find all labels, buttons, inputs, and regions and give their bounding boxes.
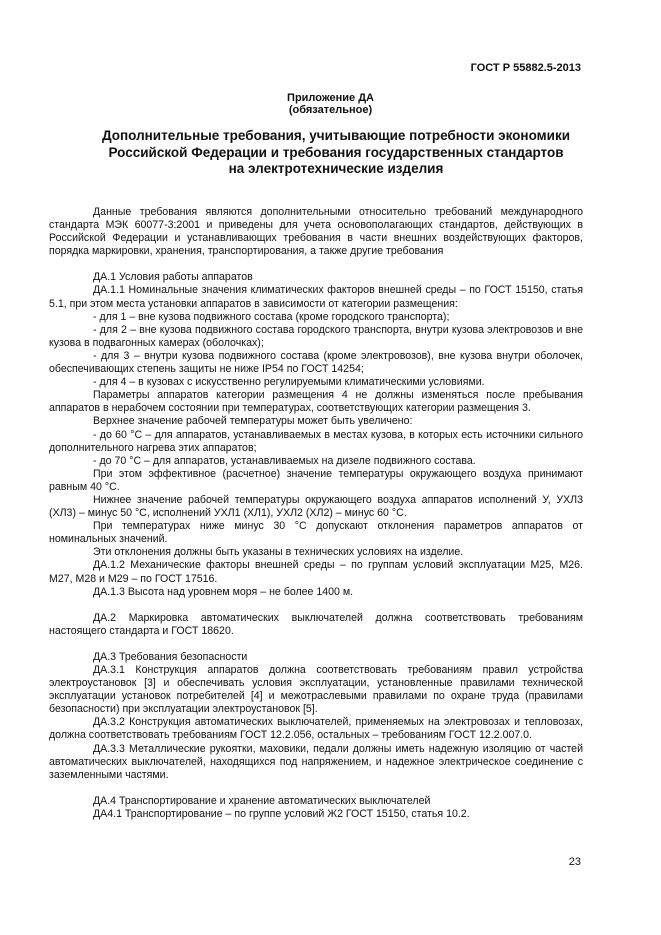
paragraph-da2: ДА.2 Маркировка автоматических выключателей должна соответствовать требованиям настоящего стандарта и ГОСТ 18620. [49,611,583,637]
paragraph: Нижнее значение рабочей температуры окружающего воздуха аппаратов исполнений У, УХЛ3 (ХЛ3) – минус 50 °С, исполнений УХЛ1 (ХЛ1), УХЛ2 (ХЛ2) – минус 60 °С. [49,493,583,520]
intro-paragraph: Данные требования являются дополнительными относительно требований международного стандарта МЭК 60077-3:2001 и приведены для учета основополагающих стандартов, действующих в Российской Федерации и устанавливающих требования в части внешних воздействующих факторов, порядка маркировки, хранения, транспортирования, а также другие требования [49,206,583,258]
paragraph: ДА.1.1 Номинальные значения климатических факторов внешней среды – по ГОСТ 15150, статья 5.1, при этом места установки аппаратов в зависимости от категории размещения: [49,284,583,310]
section-title-line: на электротехнические изделия [228,161,444,176]
list-item: - для 3 – внутри кузова подвижного состава (кроме электровозов), вне кузова внутри оболочек, обеспечивающих степень защиты не ниже IP54 по ГОСТ 14254; [49,349,583,376]
page-number: 23 [568,856,581,868]
paragraph: ДА.1.3 Высота над уровнем моря – не более 1400 м. [93,585,354,598]
section-heading-da3: ДА.3 Требования безопасности [93,650,248,663]
section-title [60,128,612,178]
paragraph: ДА4.1 Транспортирование – по группе условий Ж2 ГОСТ 15150, статья 10.2. [93,807,470,820]
document-body [49,206,583,821]
standard-number: ГОСТ Р 55882.5-2013 [470,62,581,74]
paragraph: При этом эффективное (расчетное) значение температуры окружающего воздуха принимают равным 40 °С. [49,467,583,493]
section-heading-da1: ДА.1 Условия работы аппаратов [93,271,253,284]
paragraph: ДА.1.2 Механические факторы внешней среды – по группам условий эксплуатации М25, М26. М27, М28 и М29 – по ГОСТ 17516. [49,559,583,585]
paragraph: Эти отклонения должны быть указаны в технических условиях на изделие. [93,546,464,559]
section-title-line: Дополнительные требования, учитывающие потребности экономики [101,128,570,143]
paragraph: Параметры аппаратов категории размещения 4 не должны изменяться после пребывания аппаратов в нерабочем состоянии при температурах, соответствующих категории размещения 3. [49,389,583,415]
paragraph: ДА.3.3 Металлические рукоятки, маховики, педали должны иметь надежную изоляцию от частей автоматических выключателей, находящихся под напряжением, и надежное электрическое соединение с заземленными частями. [49,742,583,781]
list-item: - для 4 – в кузовах с искусственно регулируемыми климатическими условиями. [93,376,485,389]
list-item: - для 2 – вне кузова подвижного состава городского транспорта, внутри кузова электровозов и вне кузова в подвагонных камерах (оболочках); [49,323,583,349]
paragraph: При температурах ниже минус 30 °С допускают отклонения параметров аппаратов от номинальных значений. [49,520,583,546]
appendix-title: Приложение ДА [287,92,374,104]
list-item: - для 1 – вне кузова подвижного состава (кроме городского транспорта); [93,310,450,323]
section-heading-da4: ДА.4 Транспортирование и хранение автоматических выключателей [93,794,431,807]
paragraph: Верхнее значение рабочей температуры может быть увеличено: [93,415,413,428]
list-item: - до 70 °С – для аппаратов, устанавливаемых на дизеле подвижного состава. [93,454,476,467]
paragraph: ДА.3.2 Конструкция автоматических выключателей, применяемых на электровозах и тепловозах, должна соответствовать требованиям ГОСТ 12.2.056, остальных – требованиям ГОСТ 12.2.007.0. [49,716,583,742]
section-title-line: Российской Федерации и требования государственных стандартов [108,144,564,160]
paragraph: ДА.3.1 Конструкция аппаратов должна соответствовать требованиям правил устройства электроустановок [3] и обеспечивать условия эксплуатации, установленные правилами технической эксплуатации установок потребителей [4] и межотраслевыми правилами по охране труда (правилами безопасности) при эксплуатации электроустановок [5]. [49,664,583,716]
appendix-status: (обязательное) [288,104,373,116]
list-item: - до 60 °С – для аппаратов, устанавливаемых в местах кузова, в которых есть источники сильного дополнительного нагрева этих аппаратов; [49,428,583,454]
